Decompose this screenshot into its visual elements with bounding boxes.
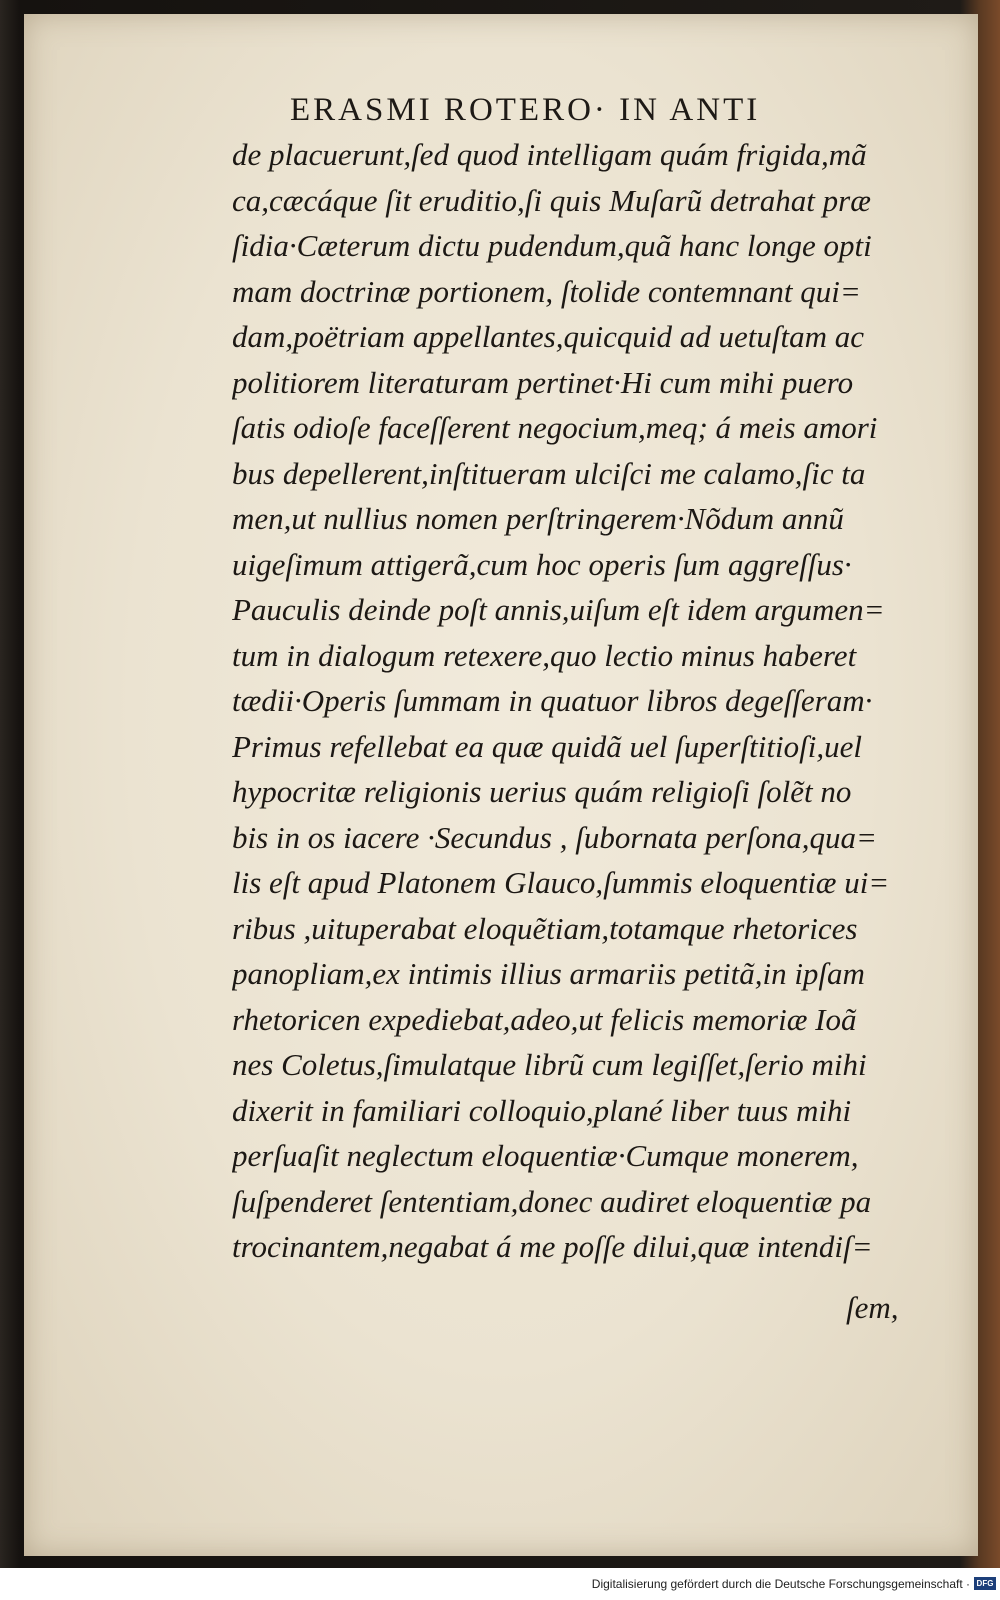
funding-credit: Digitalisierung gefördert durch die Deutsche Forschungsgemeinschaft · <box>591 1577 970 1591</box>
text-line: bis in os iacere ·Secundus , ſubornata perſona,qua= <box>232 819 877 855</box>
text-line: dam,poëtriam appellantes,quicquid ad uetuſtam ac <box>232 319 864 354</box>
text-line: mam doctrinæ portionem, ſtolide contemnant qui= <box>232 273 861 309</box>
text-line: Primus refellebat ea quæ quidã uel ſuperſtitioſi,uel <box>232 728 862 764</box>
text-line: ca,cæcáque ſit eruditio,ſi quis Muſarũ detrahat præ <box>232 182 871 218</box>
text-line: trocinantem,negabat á me poſſe dilui,quæ intendiſ= <box>232 1229 873 1264</box>
text-line: ſatis odioſe faceſſerent negocium,meq; á meis amori <box>232 410 878 445</box>
text-line: perſuaſit neglectum eloquentiæ·Cumque monerem, <box>232 1138 859 1173</box>
text-line: ſuſpenderet ſententiam,donec audiret eloquentiæ pa <box>232 1183 872 1219</box>
text-line: nes Coletus,ſimulatque librũ cum legiſſet,ſerio mihi <box>232 1047 867 1082</box>
catchword: ſem, <box>846 1290 899 1325</box>
text-line: panopliam,ex intimis illius armariis petitã,in ipſam <box>232 956 865 991</box>
text-line: tum in dialogum retexere,quo lectio minus haberet <box>232 637 857 673</box>
text-line: ſidia·Cæterum dictu pudendum,quã hanc longe opti <box>232 228 872 263</box>
text-line: men,ut nullius nomen perſtringerem·Nõdum annũ <box>232 501 844 536</box>
text-line: de placuerunt,ſed quod intelligam quám frigida,mã <box>232 137 867 172</box>
text-line: tædii·Operis ſummam in quatuor libros degeſſeram· <box>232 683 873 718</box>
text-block <box>232 132 912 1270</box>
footer-bar <box>0 1568 1000 1600</box>
text-line: uigeſimum attigerã,cum hoc operis ſum aggreſſus· <box>232 546 852 582</box>
text-line: rhetoricen expediebat,adeo,ut felicis memoriæ Ioã <box>232 1001 857 1037</box>
dfg-logo-icon: DFG <box>974 1577 996 1590</box>
text-line: lis eſt apud Platonem Glauco,ſummis eloquentiæ ui= <box>232 865 890 900</box>
text-line: dixerit in familiari colloquio,plané liber tuus mihi <box>232 1092 852 1128</box>
text-line: bus depellerent,inſtitueram ulciſci me calamo,ſic ta <box>232 455 866 491</box>
running-head: ERASMI ROTERO· IN ANTI <box>290 92 761 128</box>
text-line: politiorem literaturam pertinet·Hi cum mihi puero <box>232 364 854 400</box>
text-line: hypocritæ religionis uerius quám religioſi ſolẽt no <box>232 774 852 809</box>
text-line: Pauculis deinde poſt annis,uiſum eſt idem argumen= <box>232 592 885 627</box>
text-line: ribus ,uituperabat eloquẽtiam,totamque rhetorices <box>232 910 858 946</box>
